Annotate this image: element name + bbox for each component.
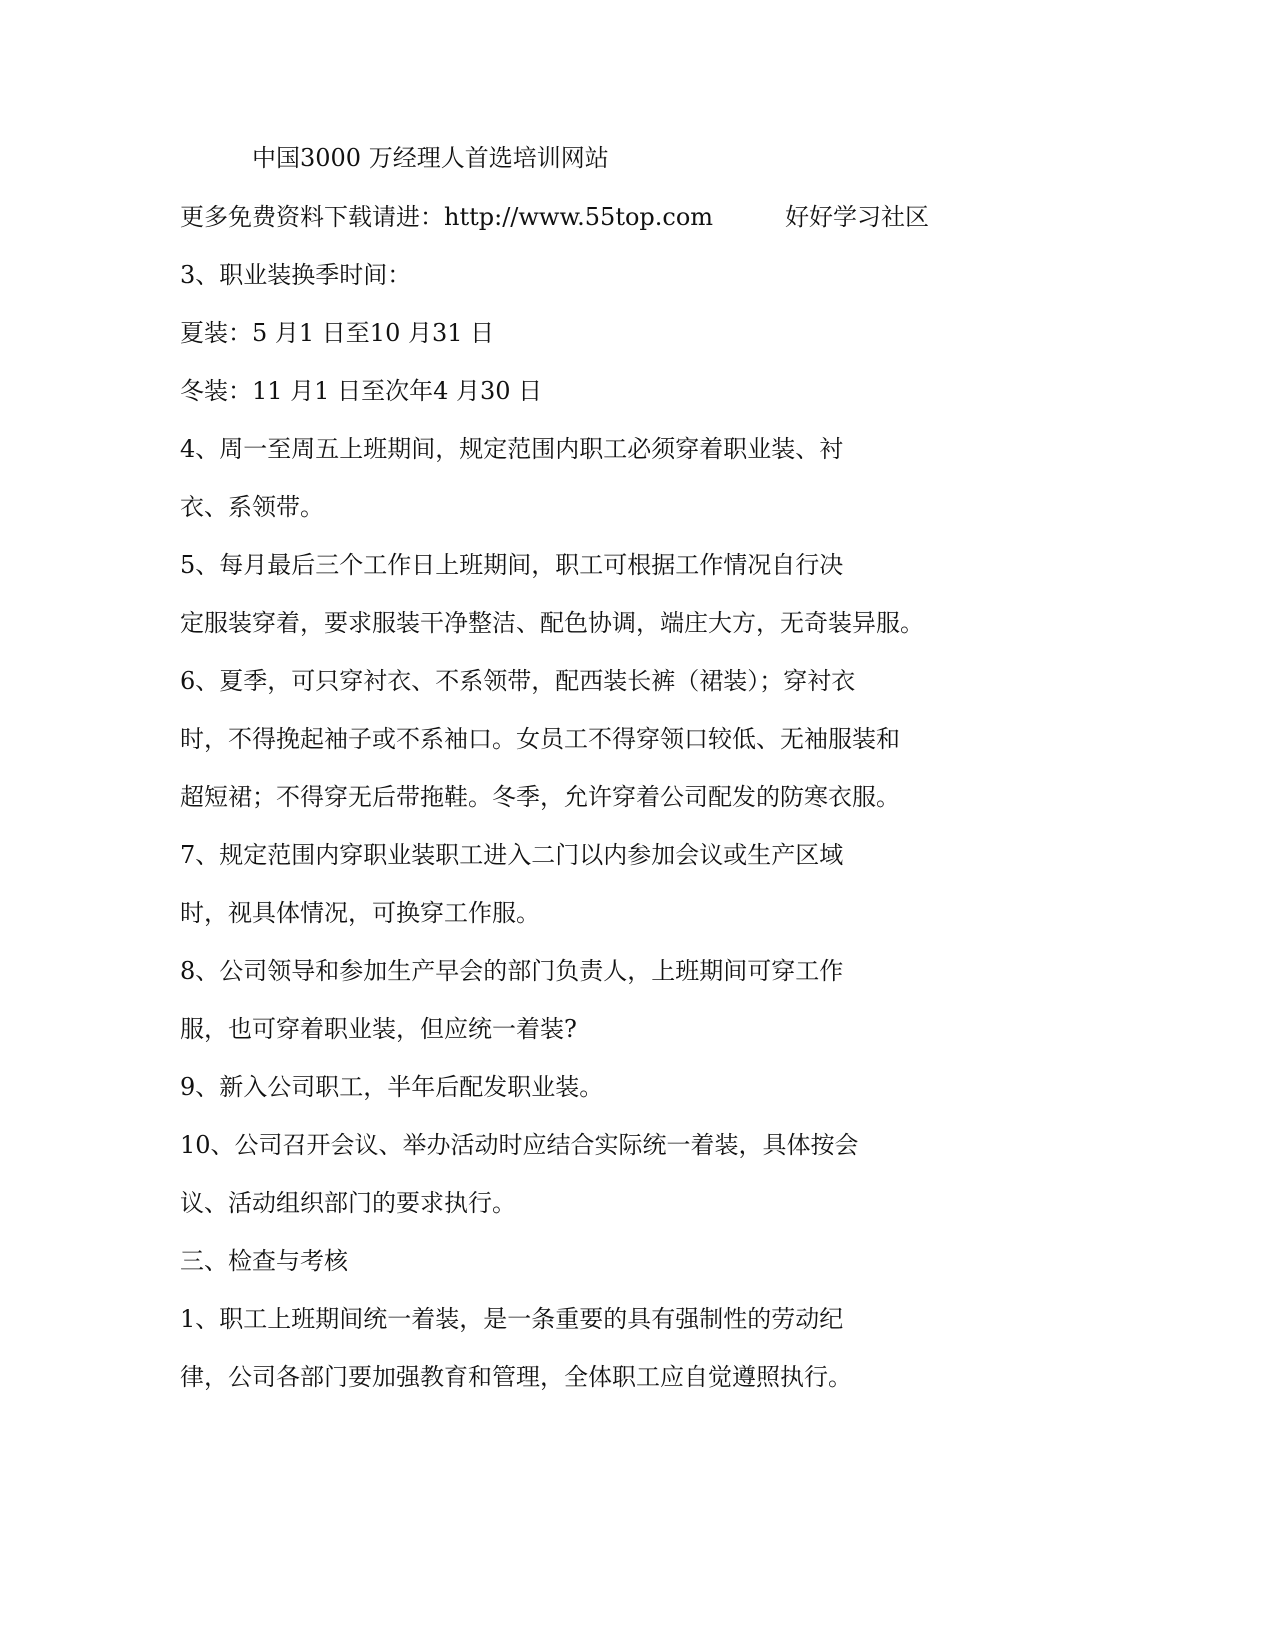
body-line: 衣、系领带。	[180, 493, 324, 521]
body-line: 时，视具体情况，可换穿工作服。	[180, 899, 540, 927]
section-heading: 三、检查与考核	[180, 1247, 348, 1275]
body-line: 议、活动组织部门的要求执行。	[180, 1189, 516, 1217]
download-link-text: 更多免费资料下载请进：http://www.55top.com	[180, 203, 714, 231]
body-line: 律，公司各部门要加强教育和管理，全体职工应自觉遵照执行。	[180, 1363, 852, 1391]
body-line: 服，也可穿着职业装，但应统一着装?	[180, 1015, 577, 1043]
header-download-row	[180, 202, 929, 232]
body-line: 冬装：11 月1 日至次年4 月30 日	[180, 377, 543, 405]
body-line: 时，不得挽起袖子或不系袖口。女员工不得穿领口较低、无袖服装和	[180, 725, 900, 753]
header-title: 中国3000 万经理人首选培训网站	[252, 144, 609, 172]
body-line: 3、职业装换季时间：	[180, 261, 412, 289]
community-name: 好好学习社区	[785, 203, 930, 231]
body-line: 6、夏季，可只穿衬衣、不系领带，配西装长裤（裙装）；穿衬衣	[180, 667, 856, 695]
body-line: 7、规定范围内穿职业装职工进入二门以内参加会议或生产区域	[180, 841, 844, 869]
body-line: 超短裙；不得穿无后带拖鞋。冬季，允许穿着公司配发的防寒衣服。	[180, 783, 900, 811]
body-line: 定服装穿着，要求服装干净整洁、配色协调，端庄大方，无奇装异服。	[180, 609, 924, 637]
body-line: 夏装：5 月1 日至10 月31 日	[180, 319, 495, 347]
body-line: 4、周一至周五上班期间，规定范围内职工必须穿着职业装、衬	[180, 435, 844, 463]
body-line: 9、新入公司职工，半年后配发职业装。	[180, 1073, 604, 1101]
body-line: 8、公司领导和参加生产早会的部门负责人，上班期间可穿工作	[180, 957, 844, 985]
body-line: 10、公司召开会议、举办活动时应结合实际统一着装，具体按会	[180, 1131, 859, 1159]
body-line: 1、职工上班期间统一着装，是一条重要的具有强制性的劳动纪	[180, 1305, 844, 1333]
body-line: 5、每月最后三个工作日上班期间，职工可根据工作情况自行决	[180, 551, 844, 579]
